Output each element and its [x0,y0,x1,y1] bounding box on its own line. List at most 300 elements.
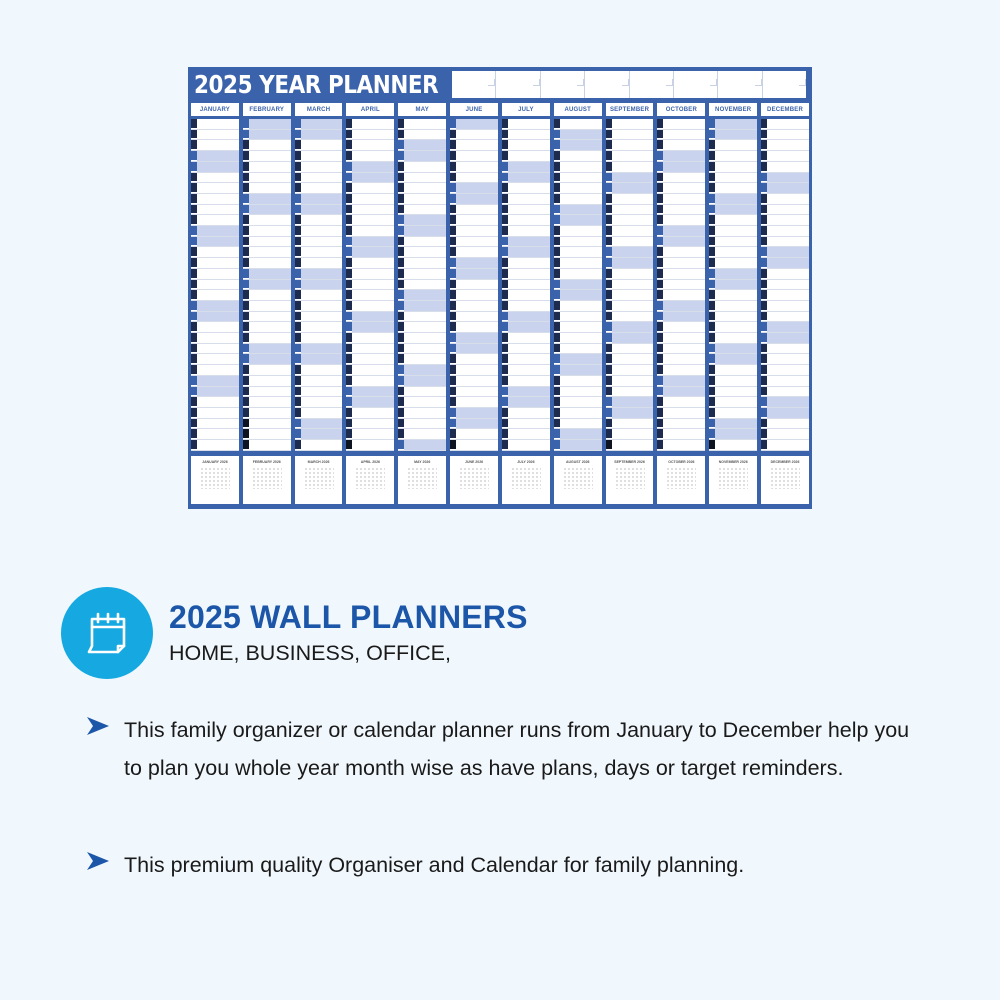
day-row [398,237,446,248]
day-row [295,237,343,248]
day-row [606,269,654,280]
day-row [191,269,239,280]
day-row [761,387,809,398]
mini-calendar-title: JUNE 2026 [465,460,484,464]
day-row [450,290,498,301]
day-row [761,194,809,205]
day-row [554,130,602,141]
day-row [295,119,343,130]
day-row [554,258,602,269]
day-row [709,226,757,237]
day-row [657,130,705,141]
planner-notes-strip [452,71,806,98]
day-row [295,269,343,280]
day-row [606,151,654,162]
day-row [709,290,757,301]
day-row [450,376,498,387]
day-row [657,397,705,408]
day-row [398,365,446,376]
day-row [606,344,654,355]
day-row [450,183,498,194]
day-row [761,354,809,365]
day-row [502,333,550,344]
day-row [761,290,809,301]
section-subheading: HOME, BUSINESS, OFFICE, [169,641,451,665]
day-row [657,312,705,323]
day-row [295,290,343,301]
day-row [295,173,343,184]
day-row [295,130,343,141]
bullet-item [86,846,926,884]
day-row [709,151,757,162]
day-row [502,205,550,216]
mini-calendar-title: MARCH 2026 [307,460,330,464]
day-row [502,237,550,248]
day-row [657,290,705,301]
day-row [346,130,394,141]
day-row [191,312,239,323]
day-row [346,387,394,398]
day-row [398,194,446,205]
arrow-bullet-icon [86,715,110,737]
day-row [709,162,757,173]
day-row [398,354,446,365]
day-row [761,140,809,151]
day-row [554,215,602,226]
month-name: DECEMBER [761,103,809,116]
day-row [606,322,654,333]
day-row [554,429,602,440]
month-column [398,103,446,507]
day-row [243,397,291,408]
day-row [606,290,654,301]
day-row [657,173,705,184]
day-row [450,354,498,365]
day-row [502,215,550,226]
day-row [450,301,498,312]
day-row [450,130,498,141]
day-row [398,205,446,216]
day-row [606,312,654,323]
day-row [243,322,291,333]
day-row [709,140,757,151]
day-row [295,419,343,430]
day-row [502,408,550,419]
day-row [761,408,809,419]
day-row [554,247,602,258]
day-grid [554,119,602,451]
day-row [709,280,757,291]
note-box [452,71,496,98]
day-row [191,344,239,355]
day-row [761,237,809,248]
note-box [496,71,540,98]
day-row [657,354,705,365]
day-row [709,354,757,365]
day-row [657,237,705,248]
day-row [191,258,239,269]
mini-calendar-title: OCTOBER 2026 [668,460,695,464]
day-row [346,365,394,376]
day-row [346,237,394,248]
day-row [243,173,291,184]
day-row [450,237,498,248]
day-grid [398,119,446,451]
day-row [450,440,498,451]
day-row [450,258,498,269]
day-row [761,130,809,141]
day-row [657,205,705,216]
day-row [502,247,550,258]
day-row [450,194,498,205]
month-column [657,103,705,507]
day-row [761,215,809,226]
day-row [243,194,291,205]
day-row [450,140,498,151]
day-row [709,173,757,184]
day-row [606,215,654,226]
day-row [243,376,291,387]
day-row [398,151,446,162]
day-row [657,419,705,430]
mini-calendar [450,456,498,504]
day-row [554,205,602,216]
day-row [502,226,550,237]
day-row [761,247,809,258]
day-row [295,280,343,291]
mini-calendar [761,456,809,504]
day-row [450,247,498,258]
day-row [709,344,757,355]
day-row [657,194,705,205]
day-row [243,290,291,301]
day-row [191,226,239,237]
day-row [243,269,291,280]
day-row [502,301,550,312]
day-row [346,215,394,226]
day-row [243,130,291,141]
day-row [502,194,550,205]
day-row [243,354,291,365]
day-row [295,440,343,451]
day-row [450,408,498,419]
month-name: SEPTEMBER [606,103,654,116]
day-row [398,173,446,184]
day-row [346,194,394,205]
month-name: JANUARY [191,103,239,116]
mini-calendar-title: SEPTEMBER 2026 [614,460,645,464]
month-column [191,103,239,507]
mini-calendar-title: JULY 2026 [517,460,535,464]
day-row [191,354,239,365]
day-row [554,151,602,162]
day-row [191,408,239,419]
day-row [709,419,757,430]
day-row [709,397,757,408]
day-row [606,301,654,312]
day-row [761,344,809,355]
day-row [398,397,446,408]
day-row [243,205,291,216]
day-row [243,258,291,269]
day-row [450,387,498,398]
mini-calendar-title: JANUARY 2026 [202,460,228,464]
day-row [398,258,446,269]
planner-months [191,103,809,507]
day-row [191,183,239,194]
day-row [398,429,446,440]
day-row [657,365,705,376]
day-row [761,419,809,430]
day-row [346,440,394,451]
month-name: JULY [502,103,550,116]
day-row [191,419,239,430]
day-row [346,397,394,408]
day-row [554,408,602,419]
day-row [606,397,654,408]
day-row [606,247,654,258]
day-row [346,312,394,323]
day-row [554,173,602,184]
day-row [554,301,602,312]
day-row [450,397,498,408]
planner-header [188,67,812,101]
day-row [502,290,550,301]
day-row [295,387,343,398]
day-row [709,215,757,226]
day-grid [346,119,394,451]
day-row [346,140,394,151]
day-row [554,280,602,291]
day-row [191,301,239,312]
day-row [191,140,239,151]
day-row [398,215,446,226]
day-row [295,151,343,162]
day-row [657,376,705,387]
mini-calendar [243,456,291,504]
day-row [346,119,394,130]
mini-calendar [295,456,343,504]
day-row [450,119,498,130]
day-row [295,365,343,376]
month-name: NOVEMBER [709,103,757,116]
day-row [761,269,809,280]
day-row [709,333,757,344]
day-row [606,162,654,173]
day-row [554,312,602,323]
day-row [761,376,809,387]
day-row [243,408,291,419]
day-row [398,269,446,280]
day-row [346,226,394,237]
day-row [761,322,809,333]
day-row [295,333,343,344]
day-row [191,151,239,162]
day-grid [502,119,550,451]
day-row [398,280,446,291]
note-box [541,71,585,98]
day-row [346,429,394,440]
day-row [398,119,446,130]
day-row [761,183,809,194]
day-row [761,280,809,291]
day-row [657,387,705,398]
month-column [295,103,343,507]
day-row [346,408,394,419]
mini-calendar [554,456,602,504]
day-row [502,130,550,141]
day-row [295,140,343,151]
day-row [295,205,343,216]
day-row [295,312,343,323]
day-row [761,365,809,376]
day-row [243,312,291,323]
day-row [191,205,239,216]
day-row [502,258,550,269]
day-row [243,162,291,173]
bullet-item [86,711,926,787]
day-row [191,130,239,141]
note-box [763,71,806,98]
day-row [606,280,654,291]
day-row [398,226,446,237]
day-row [295,226,343,237]
day-row [709,247,757,258]
day-row [243,344,291,355]
day-row [606,387,654,398]
day-row [295,322,343,333]
month-name: MARCH [295,103,343,116]
day-row [502,312,550,323]
day-row [243,237,291,248]
day-row [450,333,498,344]
day-row [450,151,498,162]
month-column [709,103,757,507]
day-row [502,419,550,430]
day-row [295,247,343,258]
mini-calendar [398,456,446,504]
day-row [191,215,239,226]
day-row [554,140,602,151]
day-row [398,183,446,194]
day-row [346,354,394,365]
day-row [450,365,498,376]
day-grid [709,119,757,451]
mini-calendar-title: NOVEMBER 2026 [718,460,748,464]
day-row [554,365,602,376]
day-row [191,290,239,301]
day-row [346,173,394,184]
day-row [657,140,705,151]
day-row [761,173,809,184]
day-row [709,269,757,280]
mini-calendar-title: FEBRUARY 2026 [252,460,281,464]
day-row [191,162,239,173]
day-row [398,440,446,451]
day-row [450,205,498,216]
day-row [502,173,550,184]
day-row [709,365,757,376]
bullet-text: This premium quality Organiser and Calendar for family planning. [124,853,745,877]
day-row [657,408,705,419]
day-row [295,301,343,312]
note-box [630,71,674,98]
day-row [398,130,446,141]
day-row [398,312,446,323]
day-row [450,162,498,173]
month-column [243,103,291,507]
day-grid [295,119,343,451]
month-name: FEBRUARY [243,103,291,116]
day-grid [657,119,705,451]
day-row [502,376,550,387]
day-row [709,440,757,451]
day-row [502,119,550,130]
day-row [191,397,239,408]
day-row [554,322,602,333]
day-row [606,258,654,269]
day-row [554,333,602,344]
day-row [398,140,446,151]
day-row [295,183,343,194]
calendar-badge [61,587,153,679]
day-row [761,440,809,451]
day-row [709,429,757,440]
day-row [191,365,239,376]
day-row [761,397,809,408]
day-grid [191,119,239,451]
day-row [502,387,550,398]
day-row [761,162,809,173]
day-row [502,151,550,162]
day-row [191,194,239,205]
mini-calendar [657,456,705,504]
day-row [761,333,809,344]
day-row [450,322,498,333]
day-row [191,173,239,184]
day-row [295,376,343,387]
mini-calendar [606,456,654,504]
mini-calendar-title: MAY 2026 [414,460,431,464]
day-row [761,119,809,130]
note-box [585,71,629,98]
day-row [606,419,654,430]
day-row [191,280,239,291]
day-row [657,215,705,226]
day-row [502,269,550,280]
day-row [398,333,446,344]
day-row [657,119,705,130]
month-column [450,103,498,507]
mini-calendar-title: DECEMBER 2026 [770,460,800,464]
day-row [502,140,550,151]
note-box [718,71,762,98]
day-row [191,429,239,440]
day-row [450,312,498,323]
day-row [243,365,291,376]
month-column [761,103,809,507]
day-row [554,387,602,398]
day-row [709,130,757,141]
day-row [761,429,809,440]
day-row [502,322,550,333]
day-row [709,194,757,205]
day-row [191,333,239,344]
day-row [346,301,394,312]
day-row [554,397,602,408]
day-grid [761,119,809,451]
day-row [243,226,291,237]
